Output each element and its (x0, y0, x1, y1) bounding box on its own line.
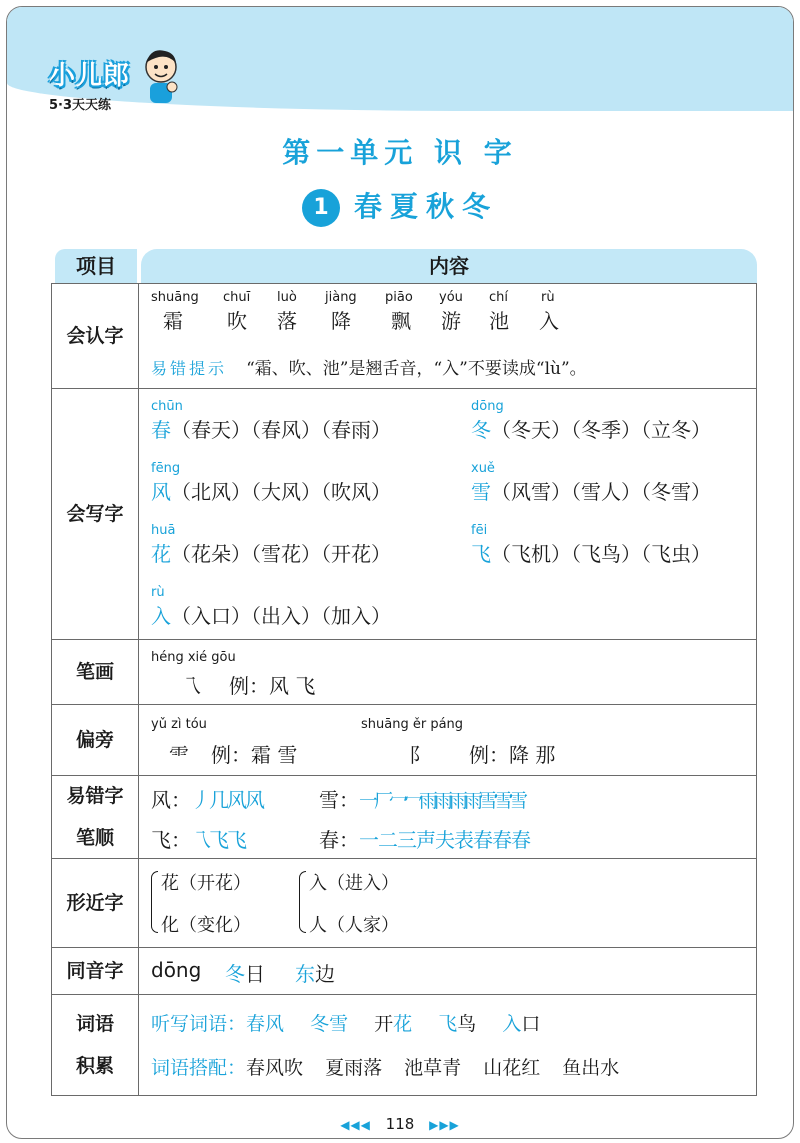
row-label: 会写字 (52, 389, 139, 639)
stroke-glyph: 乁 (181, 674, 201, 698)
row-label-line2: 笔顺 (75, 827, 114, 849)
vocab-content (139, 995, 756, 1095)
similar-item: 化（变化） (161, 915, 251, 936)
tip-text: “霜、吹、池”是翘舌音，“入”不要读成“lù”。 (246, 359, 587, 379)
char-item: chuī 吹 (223, 290, 251, 333)
logo (49, 55, 130, 113)
header-item: 项目 (55, 249, 137, 283)
unit-title: 第一单元 识 字 (282, 136, 518, 169)
combo-label: 词语搭配： (151, 1057, 247, 1079)
prev-arrows-icon: ◀◀◀ (340, 1118, 371, 1132)
row-recognize (51, 283, 757, 389)
char-item: shuāng 霜 (151, 290, 199, 333)
content-table (51, 249, 757, 1096)
write-item: rù 入（入口）（出入）（加入） (151, 585, 391, 628)
order-item: 飞：乁飞飞 (151, 828, 245, 852)
radical-glyph: ⻗ (169, 743, 189, 767)
order-content (139, 776, 756, 858)
mascot-icon (141, 43, 181, 107)
tip-label: 易错提示 (151, 359, 228, 378)
char-item: yóu 游 (439, 290, 463, 333)
char-item: jiàng 降 (325, 290, 357, 333)
lesson-number-badge: 1 (302, 189, 340, 227)
table-header (51, 249, 757, 283)
homophone-word: 冬日 (225, 962, 265, 986)
write-item: fēi 飞（飞机）（飞鸟）（飞虫） (471, 523, 711, 566)
similar-item: 花（开花） (161, 873, 251, 894)
combo-line: 词语搭配：春风吹 夏雨落 池草青 山花红 鱼出水 (151, 1057, 620, 1079)
brace-icon (151, 871, 158, 933)
stroke-pinyin: héng xié gōu (151, 650, 236, 665)
homophone-word: 东边 (295, 962, 335, 986)
row-label: 偏旁 (52, 705, 139, 775)
radical-content (139, 705, 756, 775)
row-write (51, 389, 757, 640)
radical-pinyin: yǔ zì tóu (151, 717, 207, 732)
order-item: 春：一二三声夫表春春春 (319, 828, 530, 852)
row-similar (51, 859, 757, 948)
similar-item: 入（进入） (309, 873, 399, 894)
page-number: 118 (385, 1115, 415, 1133)
write-item: xuě 雪（风雪）（雪人）（冬雪） (471, 461, 711, 504)
row-label-line1: 易错字 (66, 785, 124, 807)
next-arrows-icon: ▶▶▶ (429, 1118, 460, 1132)
write-item: fēng 风（北风）（大风）（吹风） (151, 461, 391, 504)
radical-pinyin: shuāng ěr páng (361, 717, 464, 732)
order-item: 风：丿几风风 (151, 788, 263, 812)
row-label (52, 995, 139, 1095)
homophone-pinyin: dōng (151, 958, 202, 982)
similar-item: 人（人家） (309, 915, 399, 936)
row-radical (51, 705, 757, 776)
stroke-example: 例：风 飞 (229, 674, 316, 698)
row-vocab (51, 995, 757, 1096)
row-label: 形近字 (52, 859, 139, 947)
char-item: luò 落 (277, 290, 297, 333)
char-item: chí 池 (489, 290, 509, 333)
row-label-line2: 积累 (75, 1055, 114, 1077)
write-item: chūn 春（春天）（春风）（春雨） (151, 399, 391, 442)
write-item: dōng 冬（冬天）（冬季）（立冬） (471, 399, 711, 442)
homophone-content (139, 948, 756, 994)
radical-example: 例：霜 雪 (211, 743, 298, 767)
tip-line (151, 354, 587, 379)
row-homophone (51, 948, 757, 995)
brace-icon (299, 871, 306, 933)
dictation-line: 听写词语：春风 冬雪 开花 飞鸟 入口 (151, 1013, 541, 1035)
logo-subtitle: 5·3天天练 (49, 98, 112, 113)
char-item: piāo 飘 (385, 290, 413, 333)
row-label: 笔画 (52, 640, 139, 704)
radical-glyph: 阝 (409, 743, 429, 767)
recognize-content (139, 284, 756, 388)
radical-example: 例：降 那 (469, 743, 556, 767)
char-item: rù 入 (539, 290, 559, 333)
order-item: 雪：一厂冖冖雨雨雨雨雪雪雪 (319, 788, 525, 812)
lesson-title (7, 185, 793, 227)
write-content (139, 389, 756, 639)
page-frame (6, 6, 794, 1139)
row-stroke-order (51, 776, 757, 859)
dictation-label: 听写词语： (151, 1013, 247, 1035)
write-item: huā 花（花朵）（雪花）（开花） (151, 523, 391, 566)
header-content: 内容 (141, 249, 757, 283)
page-footer (7, 1115, 793, 1133)
logo-title: 小儿郎 (49, 61, 131, 91)
stroke-content (139, 640, 756, 704)
lesson-name: 春夏秋冬 (353, 190, 498, 223)
row-label (52, 776, 139, 858)
row-label: 同音字 (52, 948, 139, 994)
row-label: 会认字 (52, 284, 139, 388)
row-label-line1: 词语 (75, 1013, 114, 1035)
row-stroke (51, 640, 757, 705)
similar-content (139, 859, 756, 947)
